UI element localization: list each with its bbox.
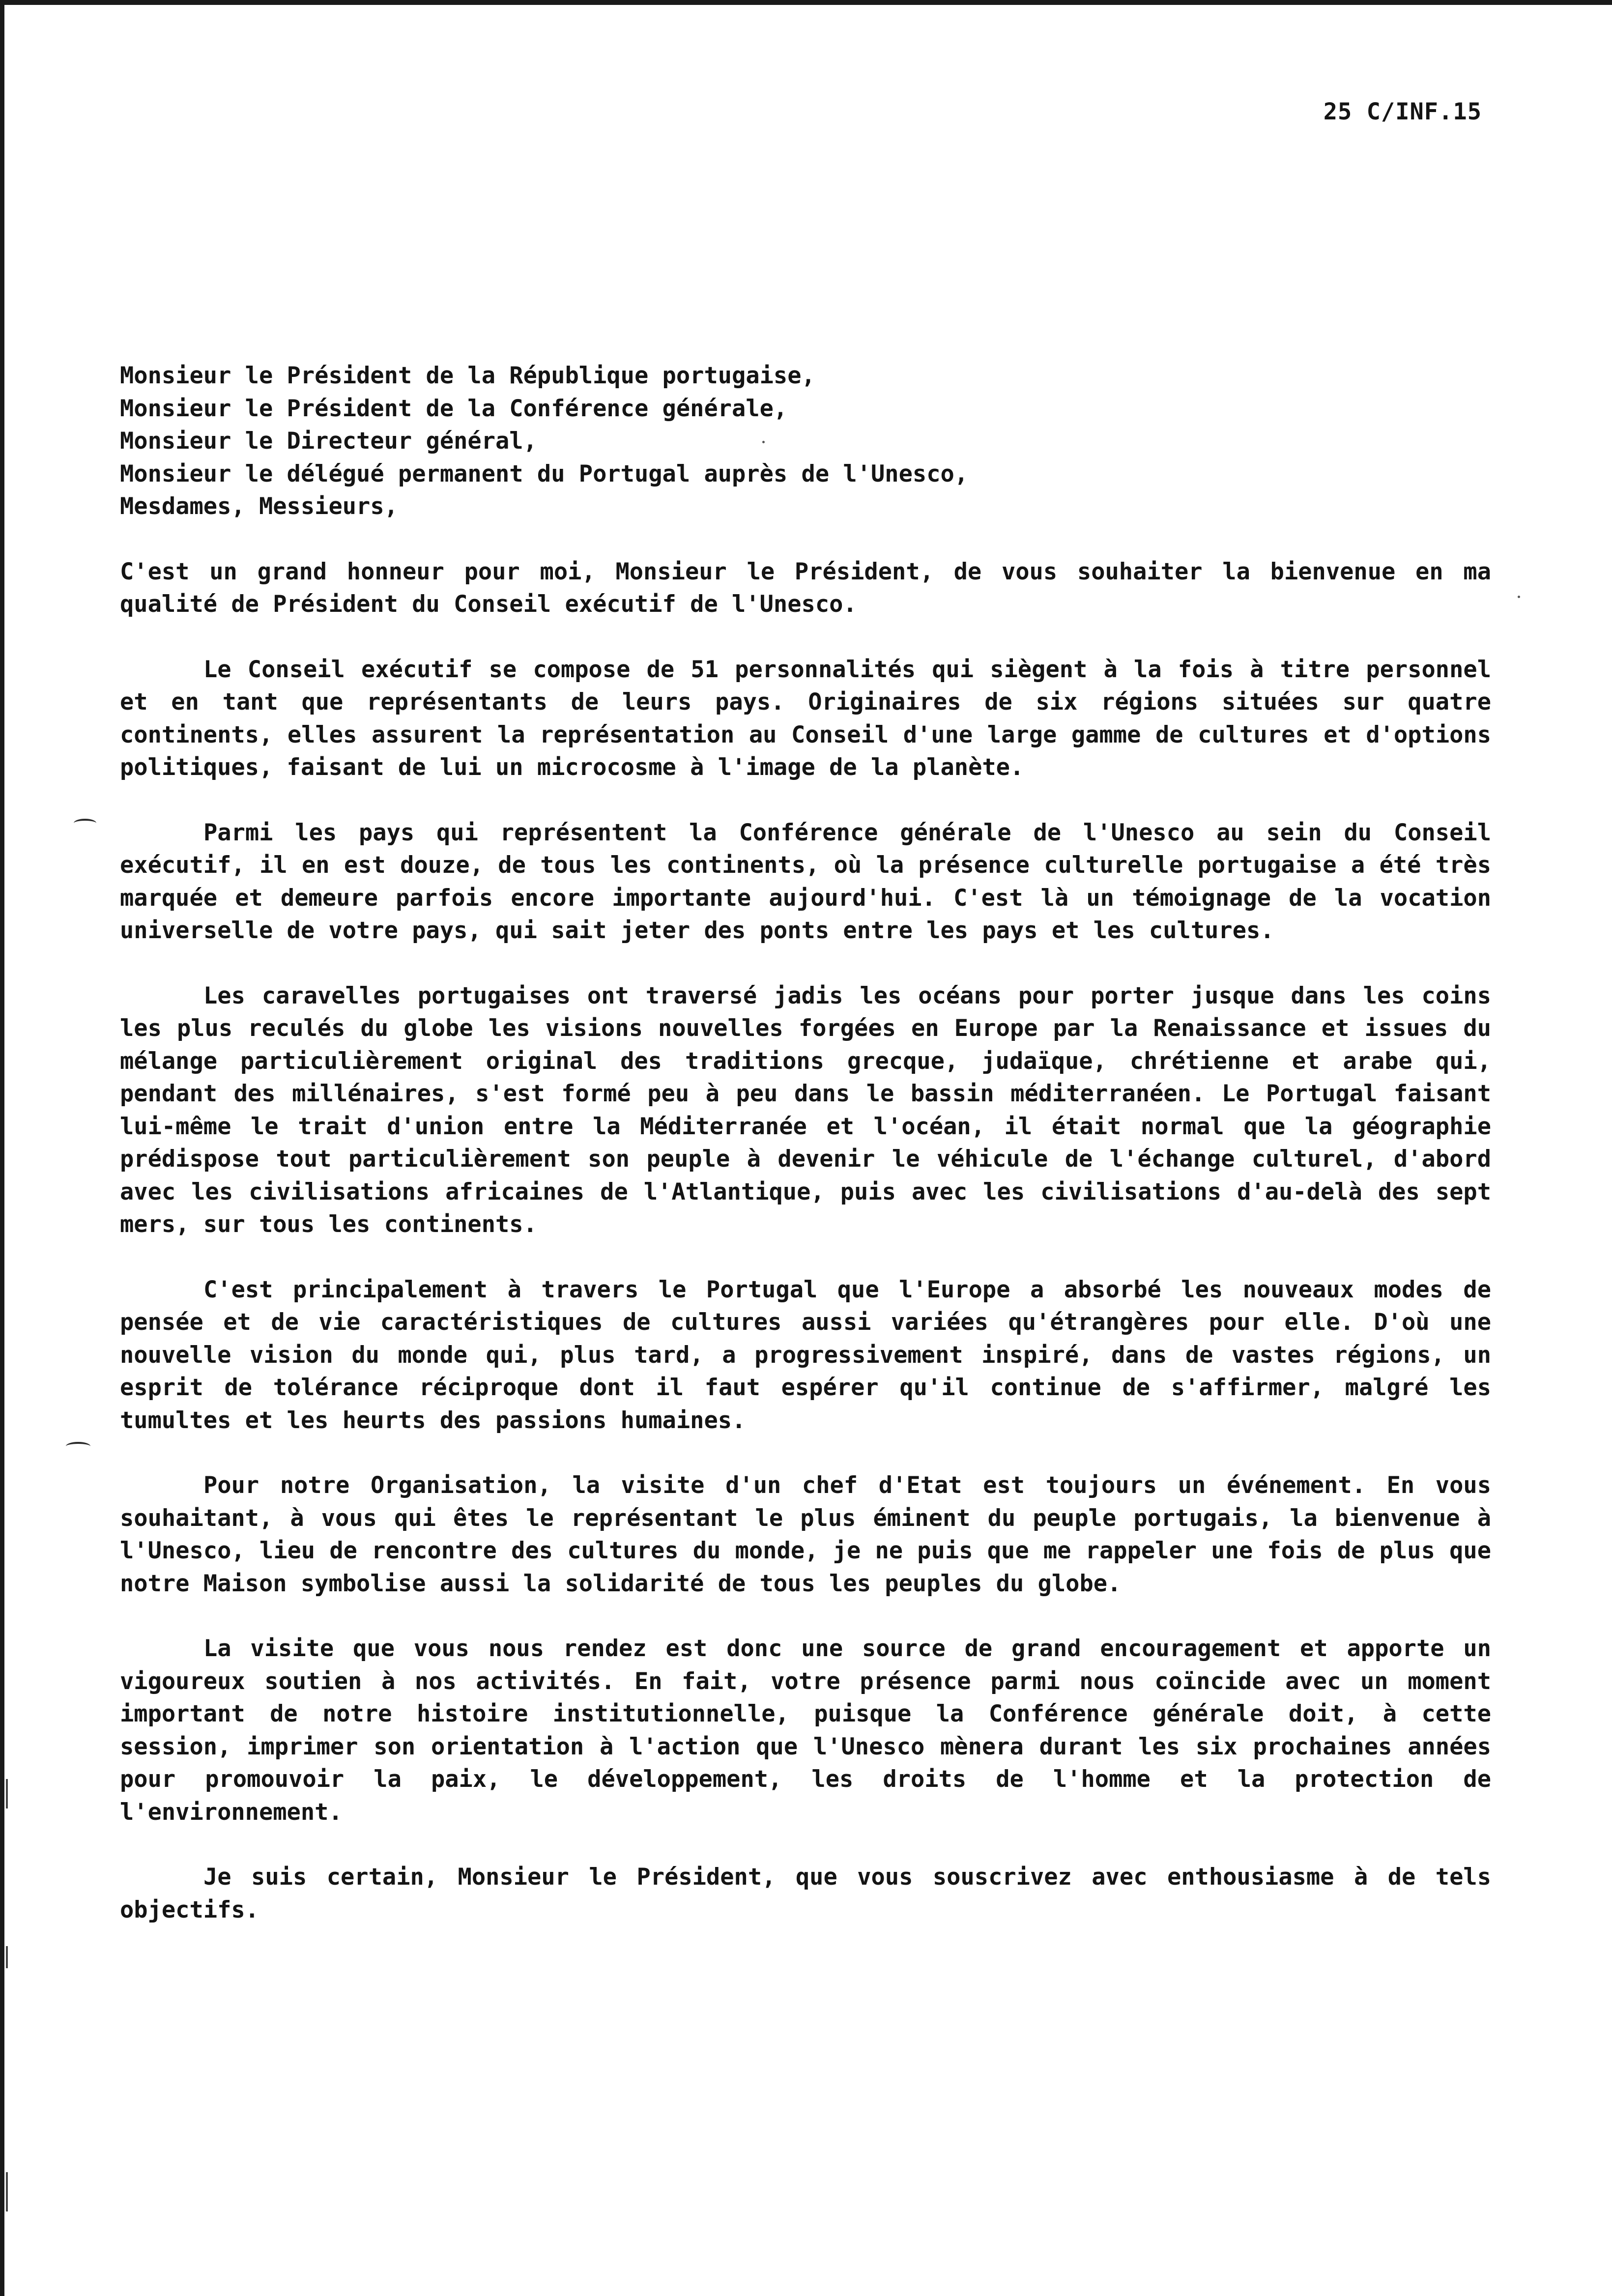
paragraph: Parmi les pays qui représentent la Conférence générale de l'Unesco au sein du Conseil exécutif, il en est douze, de tous les continents, où la présence culturelle portugaise a été très marquée et demeure parfois encore importante aujourd'hui. C'est là un témoignage de la vocation universelle de votre pays, qui sait jeter des ponts entre les pays et les cultures. <box>120 819 1491 944</box>
scan-speck <box>1518 596 1520 598</box>
edge-noise <box>6 2172 8 2211</box>
scan-speck <box>762 441 765 443</box>
margin-mark <box>66 1442 90 1451</box>
letter-body <box>120 360 1491 1926</box>
scan-edge-left <box>0 0 4 2296</box>
salutation-line: Monsieur le Président de la Conférence générale, <box>120 395 788 422</box>
edge-noise <box>6 1946 8 1968</box>
salutation-block <box>120 360 1491 523</box>
salutation-line: Monsieur le Directeur général, <box>120 428 537 455</box>
paragraph: Les caravelles portugaises ont traversé jadis les océans pour porter jusque dans les coins les plus reculés du globe les visions nouvelles forgées en Europe par la Renaissance et issues du mélange particulièrement original des traditions grecque, judaïque, chrétienne et arabe qui, pendant des millénaires, s'est formé peu à peu dans le bassin méditerranéen. Le Portugal faisant lui-même le trait d'union entre la Méditerranée et l'océan, il était normal que la géographie prédispose tout particulièrement son peuple à devenir le véhicule de l'échange culturel, d'abord avec les civilisations africaines de l'Atlantique, puis avec les civilisations d'au-delà des sept mers, sur tous les continents. <box>120 982 1491 1238</box>
margin-mark <box>74 819 96 828</box>
paragraph: C'est principalement à travers le Portugal que l'Europe a absorbé les nouveaux modes de pensée et de vie caractéristiques de cultures aussi variées qu'étrangères pour elle. D'où une nouvelle vision du monde qui, plus tard, a progressivement inspiré, dans de vastes régions, un esprit de tolérance réciproque dont il faut espérer qu'il continue de s'affirmer, malgré les tumultes et les heurts des passions humaines. <box>120 1276 1491 1434</box>
document-reference: 25 C/INF.15 <box>1323 98 1482 125</box>
scan-edge-top <box>0 0 1612 5</box>
paragraph: La visite que vous nous rendez est donc une source de grand encouragement et apporte un vigoureux soutien à nos activités. En fait, votre présence parmi nous coïncide avec un moment important de notre histoire institutionnelle, puisque la Conférence générale doit, à cette session, imprimer son orientation à l'action que l'Unesco mènera durant les six prochaines années pour promouvoir la paix, le développement, les droits de l'homme et la protection de l'environnement. <box>120 1635 1491 1826</box>
paragraph: C'est un grand honneur pour moi, Monsieur le Président, de vous souhaiter la bienvenue en ma qualité de Président du Conseil exécutif de l'Unesco. <box>120 558 1491 618</box>
paragraph: Je suis certain, Monsieur le Président, que vous souscrivez avec enthousiasme à de tels objectifs. <box>120 1864 1491 1923</box>
salutation-line: Monsieur le Président de la République portugaise, <box>120 362 815 389</box>
paragraph: Le Conseil exécutif se compose de 51 personnalités qui siègent à la fois à titre personnel et en tant que représentants de leurs pays. Originaires de six régions situées sur quatre continents, elles assurent la représentation au Conseil d'une large gamme de cultures et d'options politiques, faisant de lui un microcosme à l'image de la planète. <box>120 656 1491 781</box>
paragraph: Pour notre Organisation, la visite d'un chef d'Etat est toujours un événement. En vous souhaitant, à vous qui êtes le représentant le plus éminent du peuple portugais, la bienvenue à l'Unesco, lieu de rencontre des cultures du monde, je ne puis que me rappeler une fois de plus que notre Maison symbolise aussi la solidarité de tous les peuples du globe. <box>120 1472 1491 1597</box>
edge-noise <box>6 1779 8 1808</box>
salutation-line: Monsieur le délégué permanent du Portugal auprès de l'Unesco, <box>120 460 969 488</box>
salutation-line: Mesdames, Messieurs, <box>120 493 398 520</box>
